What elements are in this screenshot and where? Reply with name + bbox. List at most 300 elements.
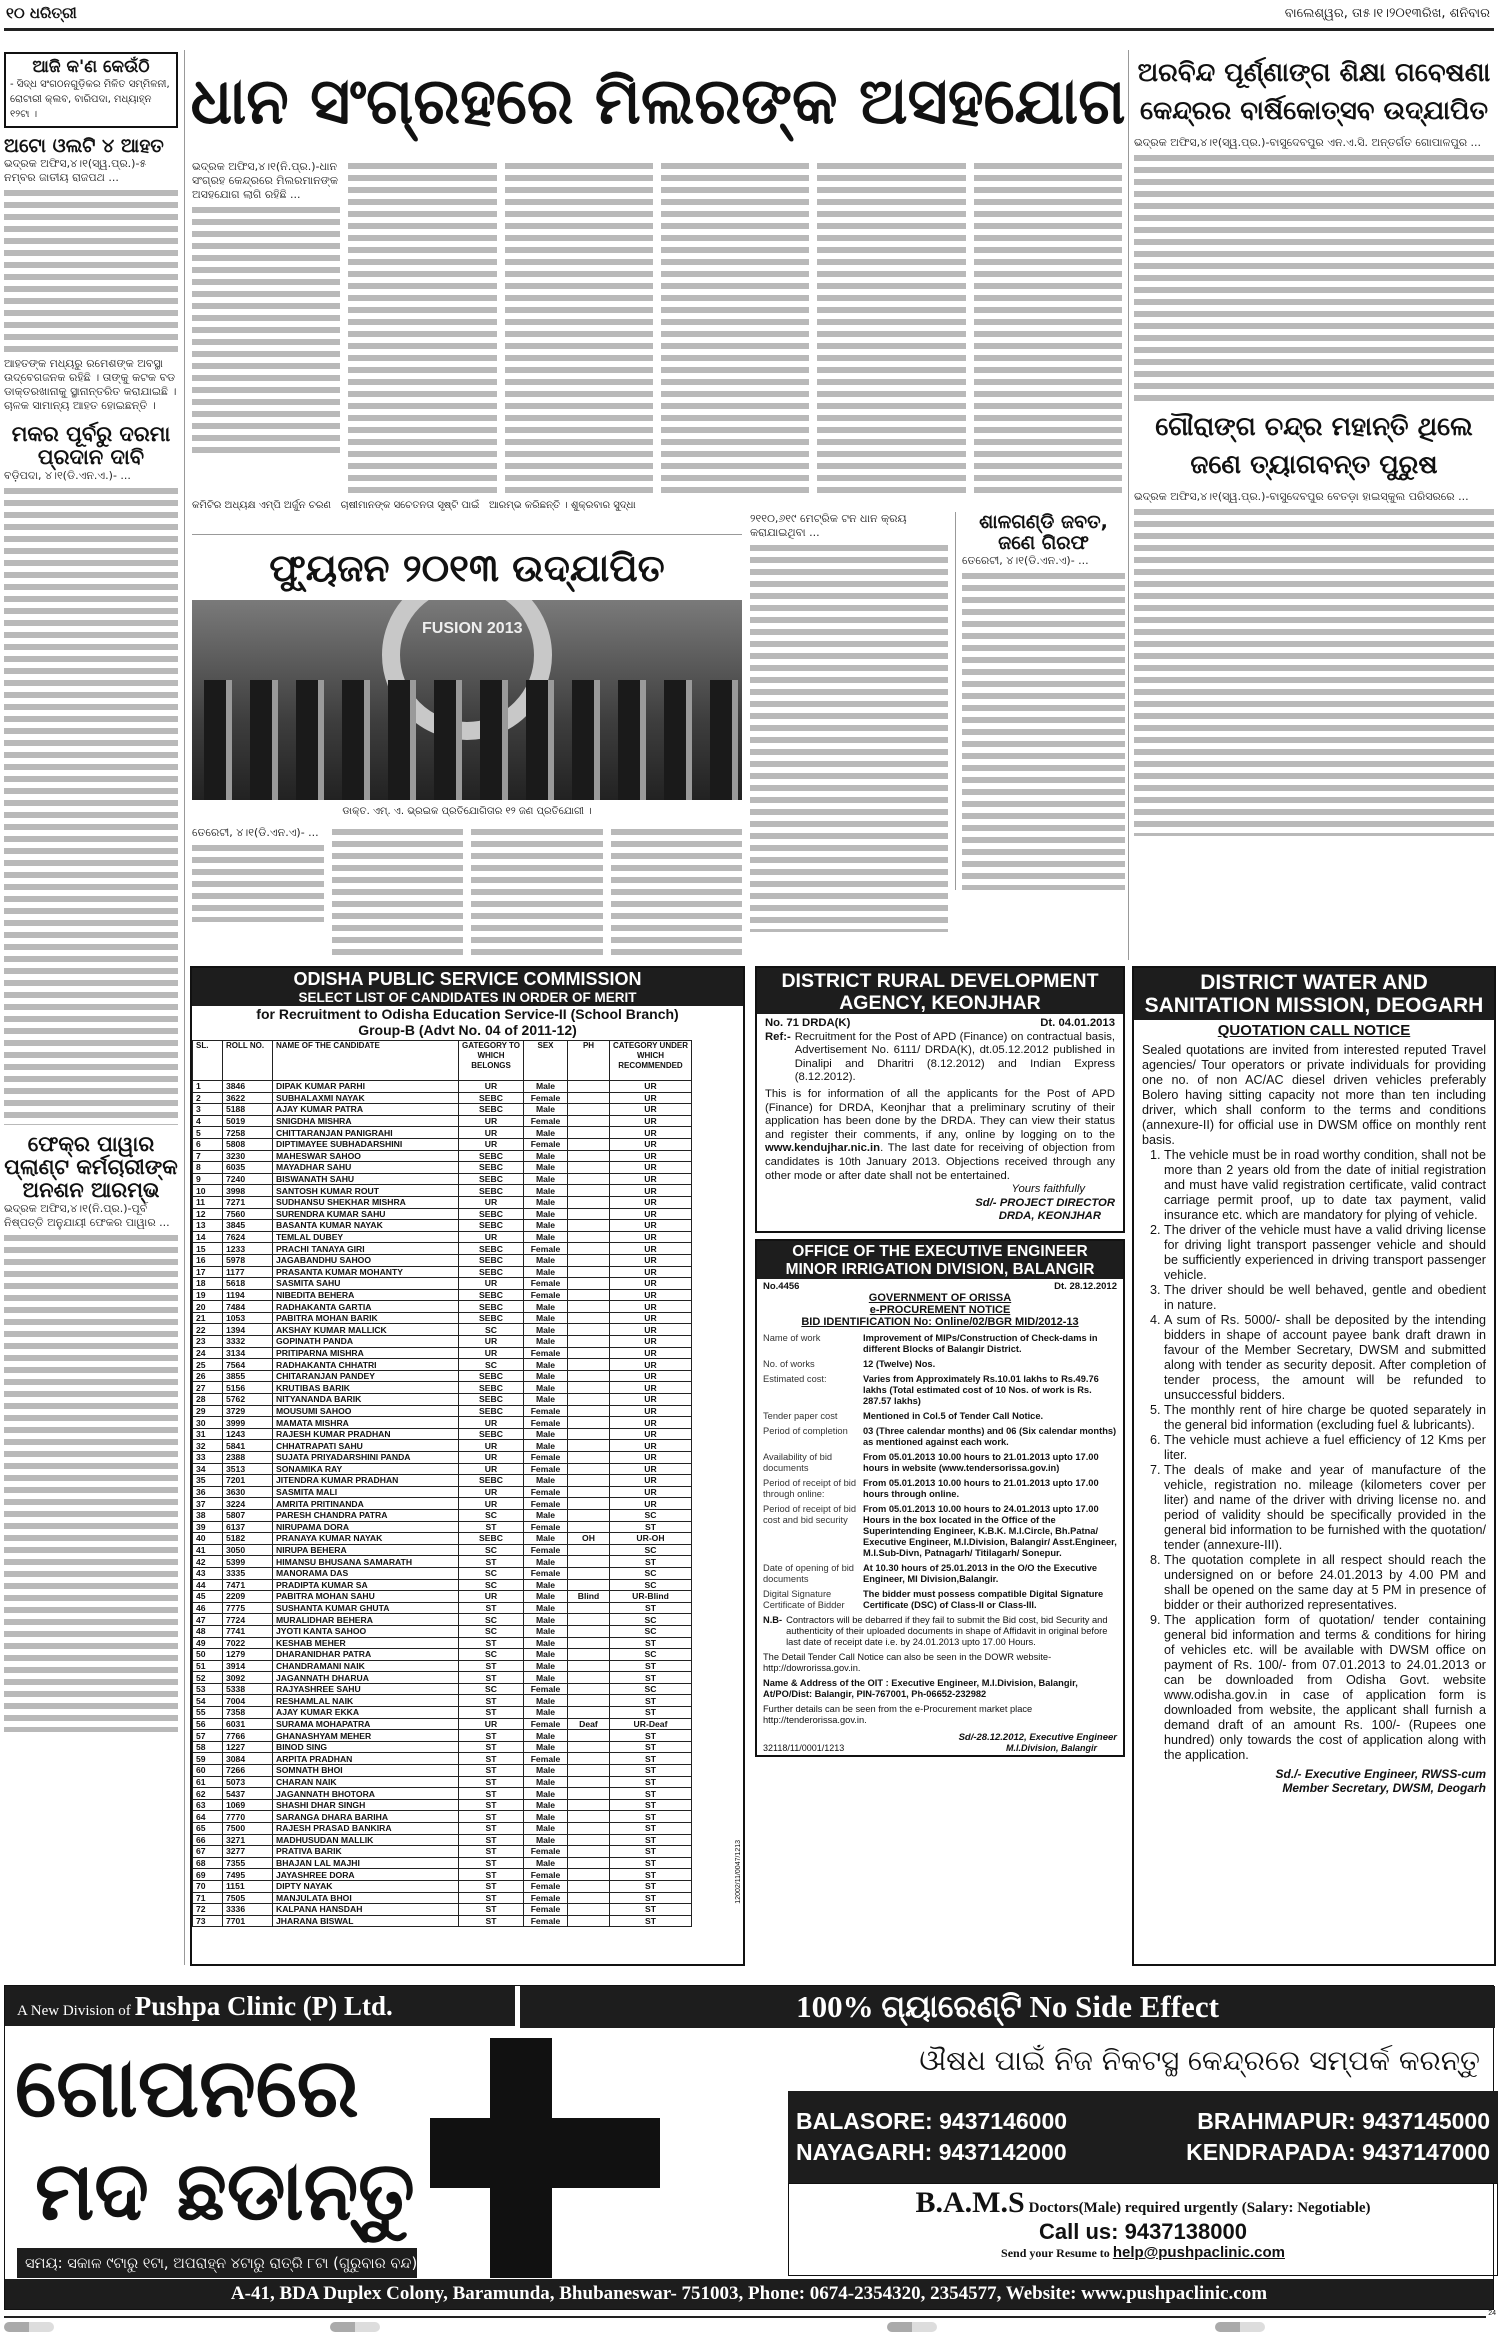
roll-cell: 5762: [223, 1394, 273, 1406]
recommended-cell: ST: [610, 1741, 692, 1753]
category-cell: SEBC: [459, 1312, 524, 1324]
sl-cell: 17: [193, 1266, 223, 1278]
ph-cell: Blind: [568, 1591, 610, 1603]
ph-cell: [568, 1521, 610, 1533]
sex-cell: Female: [524, 1405, 568, 1417]
condition-item: 1. The vehicle must be in road worthy condition, shall not be more than 2 years old from the date of initial registration and must have valid registration certificate, valid contract carriage permit proof, up to date tax payment, valid insurance etc. which are mandatory for plying of vehicle.: [1164, 1148, 1486, 1223]
ph-cell: [568, 1359, 610, 1371]
sl-cell: 39: [193, 1521, 223, 1533]
fusion-photo: [192, 600, 742, 800]
table-row: [193, 1405, 743, 1417]
roll-cell: 3630: [223, 1486, 273, 1498]
fusion-caption-wrap: [192, 806, 742, 817]
category-cell: ST: [459, 1765, 524, 1777]
recommended-cell: UR: [610, 1324, 692, 1336]
signatory: Sd/- PROJECT DIRECTOR: [975, 1196, 1115, 1209]
gouranga-headline: ଗୌରାଙ୍ଗ ଚନ୍ଦ୍ର ମହାନ୍ତି ଥିଲେ ଜଣେ ତ୍ୟାଗବନ୍ତ ପୁରୁଷ: [1155, 412, 1473, 480]
drda-title-line1: DISTRICT RURAL DEVELOPMENT: [781, 970, 1099, 992]
name-cell: MANORAMA DAS: [273, 1567, 459, 1579]
recommended-cell: UR: [610, 1417, 692, 1429]
roll-cell: 3914: [223, 1660, 273, 1672]
category-cell: UR: [459, 1498, 524, 1510]
ph-cell: [568, 1475, 610, 1487]
sex-cell: Male: [524, 1579, 568, 1591]
sex-cell: Female: [524, 1243, 568, 1255]
roll-cell: 3230: [223, 1150, 273, 1162]
category-cell: ST: [459, 1915, 524, 1927]
roll-cell: 5978: [223, 1254, 273, 1266]
divider: [192, 534, 742, 535]
name-cell: SURAMA MOHAPATRA: [273, 1718, 459, 1730]
ph-cell: [568, 1788, 610, 1800]
table-row: [193, 1278, 743, 1290]
recommended-cell: SC: [610, 1544, 692, 1556]
sex-cell: Male: [524, 1336, 568, 1348]
name-cell: RESHAMLAL NAIK: [273, 1695, 459, 1707]
name-cell: PABITRA MOHAN SAHU: [273, 1591, 459, 1603]
bams-title: B.A.M.S: [915, 2186, 1025, 2219]
fusion-article-body: [192, 826, 742, 956]
name-cell: KALPANA HANSDAH: [273, 1904, 459, 1916]
ph-cell: [568, 1857, 610, 1869]
recommended-cell: UR: [610, 1243, 692, 1255]
roll-cell: 7775: [223, 1602, 273, 1614]
table-row: [193, 1312, 743, 1324]
recommended-cell: UR: [610, 1220, 692, 1232]
table-row: [193, 1846, 743, 1858]
ph-cell: [568, 1231, 610, 1243]
category-cell: UR: [459, 1463, 524, 1475]
recommended-cell: ST: [610, 1556, 692, 1568]
table-row: [193, 1533, 743, 1545]
sl-cell: 8: [193, 1162, 223, 1174]
table-row: [193, 1092, 743, 1104]
name-cell: PRATIVA BARIK: [273, 1846, 459, 1858]
name-cell: BINOD SING: [273, 1741, 459, 1753]
table-row: [193, 1428, 743, 1440]
scroll-handle[interactable]: [330, 2322, 380, 2332]
roll-cell: 1053: [223, 1312, 273, 1324]
sex-cell: Male: [524, 1081, 568, 1093]
category-cell: SEBC: [459, 1428, 524, 1440]
category-cell: SEBC: [459, 1289, 524, 1301]
sl-cell: 19: [193, 1289, 223, 1301]
table-row: [193, 1799, 743, 1811]
minor-irrigation-notice: [755, 1239, 1125, 1757]
roll-cell: 1243: [223, 1428, 273, 1440]
article-auto-accident: [4, 136, 178, 415]
text-column: [1134, 152, 1494, 402]
table-row: [193, 1440, 743, 1452]
tender-detail-row: [763, 1426, 1117, 1448]
sex-cell: Male: [524, 1104, 568, 1116]
sex-cell: Male: [524, 1509, 568, 1521]
tender-detail-row: [763, 1589, 1117, 1611]
name-cell: MAHESWAR SAHOO: [273, 1150, 459, 1162]
sex-cell: Male: [524, 1428, 568, 1440]
recommended-cell: ST: [610, 1637, 692, 1649]
roll-cell: 7004: [223, 1695, 273, 1707]
roll-cell: 3335: [223, 1567, 273, 1579]
ad-big-line2-wrap: [35, 2142, 415, 2242]
sex-cell: Female: [524, 1347, 568, 1359]
sl-cell: 53: [193, 1683, 223, 1695]
name-cell: PRITIPARNA MISHRA: [273, 1347, 459, 1359]
sl-cell: 33: [193, 1452, 223, 1464]
ph-cell: [568, 1312, 610, 1324]
recommended-cell: UR: [610, 1428, 692, 1440]
name-cell: PABITRA MOHAN BARIK: [273, 1312, 459, 1324]
roll-cell: 7471: [223, 1579, 273, 1591]
category-cell: SC: [459, 1579, 524, 1591]
roll-cell: 3999: [223, 1417, 273, 1429]
sl-cell: 46: [193, 1602, 223, 1614]
sex-cell: Male: [524, 1811, 568, 1823]
roll-cell: 1279: [223, 1649, 273, 1661]
category-cell: ST: [459, 1672, 524, 1684]
mi-title-line1: OFFICE OF THE EXECUTIVE ENGINEER: [792, 1242, 1088, 1260]
roll-cell: 7500: [223, 1823, 273, 1835]
article-lead: ଭଦ୍ରକ ଅଫିସ,୪।୧(ନି.ପ୍ର.)-ଧାନ ସଂଗ୍ରହ କେନ୍ଦ୍ରରେ ମିଲରମାନଙ୍କ ଅସହଯୋଗ ଲାଗି ରହିଛି ...: [192, 160, 338, 201]
bams-recruitment: [788, 2183, 1498, 2276]
ph-cell: [568, 1428, 610, 1440]
sex-cell: Female: [524, 1544, 568, 1556]
sex-cell: Female: [524, 1718, 568, 1730]
category-cell: SC: [459, 1649, 524, 1661]
category-cell: SC: [459, 1324, 524, 1336]
ph-cell: [568, 1162, 610, 1174]
recommended-cell: UR: [610, 1498, 692, 1510]
roll-cell: 5156: [223, 1382, 273, 1394]
ph-cell: [568, 1196, 610, 1208]
category-cell: SEBC: [459, 1475, 524, 1487]
category-cell: SEBC: [459, 1533, 524, 1545]
drda-url-link[interactable]: www.kendujhar.nic.in: [765, 1142, 881, 1155]
name-cell: PRANAYA KUMAR NAYAK: [273, 1533, 459, 1545]
sl-cell: 72: [193, 1904, 223, 1916]
guarantee-banner: 100% ଗ୍ୟାରେଣ୍ଟି No Side Effect: [796, 1989, 1219, 2024]
ph-cell: [568, 1834, 610, 1846]
name-cell: PARESH CHANDRA PATRA: [273, 1509, 459, 1521]
name-cell: SUBHALAXMI NAYAK: [273, 1092, 459, 1104]
roll-cell: 5618: [223, 1278, 273, 1290]
main-article-last-line: କମିଟିର ଅଧ୍ୟକ୍ଷ ଏମ୍‌ପି ଅର୍ଜୁନ ଚରଣ ଚାଷୀମାନଙ୍କ ସଚେତନତା ସୃଷ୍ଟି ପାଇଁ ଆରମ୍ଭ କରିଛନ୍ତି । ଶୁକ୍ରବାର ସୁଦ୍ଧା: [192, 500, 636, 511]
roll-cell: 7358: [223, 1707, 273, 1719]
sex-cell: Male: [524, 1475, 568, 1487]
article-lead: ୨୧୧୦,୬୧୯ ମେଟ୍ରିକ ଟନ ଧାନ କ୍ରୟ କରାଯାଇଥିବା ...: [750, 512, 907, 539]
ph-cell: [568, 1405, 610, 1417]
detail-value: Improvement of MIPs/Construction of Check-dams in different Blocks of Balangir District.: [863, 1333, 1098, 1355]
roll-cell: 7266: [223, 1765, 273, 1777]
sex-cell: Female: [524, 1521, 568, 1533]
roll-cell: 3050: [223, 1544, 273, 1556]
name-cell: RAJESH PRASAD BANKIRA: [273, 1823, 459, 1835]
ph-cell: [568, 1498, 610, 1510]
recommended-cell: UR: [610, 1336, 692, 1348]
column-divider: [184, 50, 185, 1965]
category-cell: SC: [459, 1359, 524, 1371]
table-row: [193, 1788, 743, 1800]
name-cell: SARANGA DHARA BARIHA: [273, 1811, 459, 1823]
name-cell: SUDHANSU SHEKHAR MISHRA: [273, 1196, 459, 1208]
sex-cell: Male: [524, 1231, 568, 1243]
recommended-cell: ST: [610, 1660, 692, 1672]
text-column: [661, 160, 809, 494]
ref-label: Ref:-: [765, 1030, 791, 1043]
category-cell: ST: [459, 1730, 524, 1742]
category-cell: UR: [459, 1347, 524, 1359]
sl-cell: 68: [193, 1857, 223, 1869]
category-cell: SEBC: [459, 1208, 524, 1220]
fusion-caption: ଡାକ୍ତ. ଏମ୍‌. ଏ. ଭ୍ରଇକ ପ୍ରତିଯୋଗିତାର ୧୨ ଜଣ ପ୍ରତିଯୋଗୀ ।: [342, 806, 592, 817]
sl-cell: 32: [193, 1440, 223, 1452]
drda-body-end: . The last date for receiving of objection from candidates is 10th January 2013. Objections received through any other mode or after date shall not be entertained.: [765, 1142, 1115, 1182]
contact-centre-line-wrap: [675, 2036, 1490, 2086]
table-row: [193, 1880, 743, 1892]
pushpa-clinic-ad: [4, 1985, 1494, 2310]
category-cell: SEBC: [459, 1301, 524, 1313]
sl-cell: 48: [193, 1625, 223, 1637]
ph-cell: [568, 1254, 610, 1266]
ph-cell: [568, 1452, 610, 1464]
roll-cell: 1194: [223, 1289, 273, 1301]
sex-cell: Female: [524, 1753, 568, 1765]
roll-cell: 7240: [223, 1173, 273, 1185]
name-cell: DHARANIDHAR PATRA: [273, 1649, 459, 1661]
sex-cell: Male: [524, 1150, 568, 1162]
column-header: PH: [568, 1041, 610, 1081]
category-cell: ST: [459, 1741, 524, 1753]
fusion-headline: ଫ୍ୟୁଜନ ୨୦୧୩ ଉଦ୍‌ଯାପିତ: [269, 546, 665, 590]
category-cell: UR: [459, 1718, 524, 1730]
roll-cell: 1177: [223, 1266, 273, 1278]
category-cell: ST: [459, 1753, 524, 1765]
mi-number: No.4456: [763, 1280, 800, 1292]
ph-cell: [568, 1741, 610, 1753]
sex-cell: Male: [524, 1776, 568, 1788]
article-body: [4, 485, 178, 1125]
sl-cell: 55: [193, 1707, 223, 1719]
category-cell: SEBC: [459, 1220, 524, 1232]
sl-cell: 43: [193, 1567, 223, 1579]
ph-cell: [568, 1683, 610, 1695]
recommended-cell: SC: [610, 1614, 692, 1626]
category-cell: UR: [459, 1591, 524, 1603]
ph-cell: [568, 1567, 610, 1579]
tender-detail-row: [763, 1411, 1117, 1422]
dateline: ବାଲେଶ୍ୱର, ତା୫।୧।୨୦୧୩ରିଖ, ଶନିବାର: [1284, 6, 1490, 21]
ph-cell: [568, 1301, 610, 1313]
table-row: [193, 1904, 743, 1916]
sl-cell: 52: [193, 1672, 223, 1684]
todays-events-box: [4, 52, 178, 128]
sl-cell: 60: [193, 1765, 223, 1777]
category-cell: ST: [459, 1846, 524, 1858]
recommended-cell: UR: [610, 1150, 692, 1162]
scroll-handle[interactable]: [4, 2322, 54, 2332]
roll-cell: 5019: [223, 1115, 273, 1127]
sex-cell: Female: [524, 1115, 568, 1127]
ph-cell: [568, 1625, 610, 1637]
category-cell: ST: [459, 1799, 524, 1811]
name-cell: NIBEDITA BEHERA: [273, 1289, 459, 1301]
ad-code: 32118/11/0001/1213: [763, 1743, 845, 1754]
category-cell: SEBC: [459, 1394, 524, 1406]
category-cell: SEBC: [459, 1185, 524, 1197]
roll-cell: 3845: [223, 1220, 273, 1232]
main-article-body: [192, 160, 1122, 494]
detail-value: 03 (Three calendar months) and 06 (Six calendar months) as mentioned against each work.: [863, 1426, 1117, 1448]
name-cell: MANJULATA BHOI: [273, 1892, 459, 1904]
recommended-cell: ST: [610, 1707, 692, 1719]
sex-cell: Male: [524, 1324, 568, 1336]
table-row: [193, 1382, 743, 1394]
sex-cell: Female: [524, 1567, 568, 1579]
ph-cell: Deaf: [568, 1718, 610, 1730]
category-cell: ST: [459, 1660, 524, 1672]
recommended-cell: UR: [610, 1162, 692, 1174]
right-column: [1134, 54, 1494, 836]
mi-gov: GOVERNMENT OF ORISSA: [868, 1291, 1012, 1304]
ph-cell: [568, 1081, 610, 1093]
ph-cell: [568, 1138, 610, 1150]
ph-cell: [568, 1243, 610, 1255]
name-cell: GOPINATH PANDA: [273, 1336, 459, 1348]
middle-article-body: [750, 512, 948, 932]
recommended-cell: SC: [610, 1625, 692, 1637]
ph-cell: [568, 1127, 610, 1139]
name-cell: DIPTIMAYEE SUBHADARSHINI: [273, 1138, 459, 1150]
sex-cell: Male: [524, 1220, 568, 1232]
main-headline: ଧାନ ସଂଗ୍ରହରେ ମିଲରଙ୍କ ଅସହଯୋଗ: [190, 65, 1125, 139]
sex-cell: Female: [524, 1880, 568, 1892]
article-salwood-seized: [955, 512, 1125, 890]
sl-cell: 62: [193, 1788, 223, 1800]
table-row: [193, 1324, 743, 1336]
roll-cell: 2388: [223, 1452, 273, 1464]
category-cell: ST: [459, 1695, 524, 1707]
mi-date: Dt. 28.12.2012: [1054, 1280, 1117, 1292]
tender-detail-row: [763, 1563, 1117, 1585]
name-cell: HIMANSU BHUSANA SAMARATH: [273, 1556, 459, 1568]
table-row: [193, 1081, 743, 1093]
opsc-title: ODISHA PUBLIC SERVICE COMMISSION: [192, 968, 743, 990]
table-row: [193, 1173, 743, 1185]
ph-cell: [568, 1463, 610, 1475]
sex-cell: Male: [524, 1857, 568, 1869]
name-cell: SHASHI DHAR SINGH: [273, 1799, 459, 1811]
centre-phone-list: [788, 2091, 1498, 2183]
ph-cell: [568, 1104, 610, 1116]
sex-cell: Male: [524, 1533, 568, 1545]
condition-item: 4. A sum of Rs. 5000/- shall be deposited by the intending bidders in shape of account payee bank draft drawn in favour of the Member Secretary, DWSM and submitted along with tender as security deposit. After completion of tender process, the amount will be refunded to unsuccessful bidders.: [1164, 1313, 1486, 1403]
box-title: ଆଜି କ'ଣ କେଉଁଠି: [32, 57, 150, 77]
category-cell: SC: [459, 1683, 524, 1695]
sex-cell: Male: [524, 1301, 568, 1313]
ad-big-line2: ମଦ ଛଡାନ୍ତୁ: [35, 2144, 415, 2239]
category-cell: UR: [459, 1115, 524, 1127]
ph-cell: [568, 1672, 610, 1684]
roll-cell: 5399: [223, 1556, 273, 1568]
sl-cell: 64: [193, 1811, 223, 1823]
roll-cell: 6137: [223, 1521, 273, 1533]
contact-centre-line: ଔଷଧ ପାଇଁ ନିଜ ନିକଟସ୍ଥ କେନ୍ଦ୍ରରେ ସମ୍ପର୍କ କରନ୍ତୁ: [919, 2044, 1480, 2077]
recommended-cell: ST: [610, 1602, 692, 1614]
text-column: [1134, 506, 1494, 836]
name-cell: MAMATA MISHRA: [273, 1417, 459, 1429]
condition-item: 5. The monthly rent of hire charge be quoted separately in the general bid information (excluding fuel & lubricants).: [1164, 1403, 1486, 1433]
recommended-cell: ST: [610, 1892, 692, 1904]
category-cell: SEBC: [459, 1162, 524, 1174]
opsc-select-list: [190, 966, 745, 1966]
recommended-cell: ST: [610, 1788, 692, 1800]
name-cell: JHARANA BISWAL: [273, 1915, 459, 1927]
drda-title-line2: AGENCY, KEONJHAR: [839, 992, 1041, 1014]
notices-column: [755, 966, 1125, 1757]
table-row: [193, 1370, 743, 1382]
name-cell: GHANASHYAM MEHER: [273, 1730, 459, 1742]
ph-cell: [568, 1880, 610, 1892]
name-cell: NIRUPAMA DORA: [273, 1521, 459, 1533]
table-row: [193, 1567, 743, 1579]
roll-cell: 7505: [223, 1892, 273, 1904]
centre-kendrapada: KENDRAPADA: 9437147000: [1186, 2139, 1490, 2165]
roll-cell: 3092: [223, 1672, 273, 1684]
scroll-handle[interactable]: [1215, 2322, 1265, 2332]
sl-cell: 37: [193, 1498, 223, 1510]
recommended-cell: UR: [610, 1452, 692, 1464]
recommended-cell: UR: [610, 1312, 692, 1324]
column-header: SL.: [193, 1041, 223, 1081]
table-row: [193, 1602, 743, 1614]
text-column: [611, 826, 743, 956]
ph-cell: [568, 1753, 610, 1765]
detail-label: Date of opening of bid documents: [763, 1563, 854, 1585]
sl-cell: 50: [193, 1649, 223, 1661]
sl-cell: 25: [193, 1359, 223, 1371]
sl-cell: 7: [193, 1150, 223, 1162]
ph-cell: [568, 1220, 610, 1232]
sex-cell: Male: [524, 1788, 568, 1800]
roll-cell: 1227: [223, 1741, 273, 1753]
recommended-cell: SC: [610, 1649, 692, 1661]
table-row: [193, 1892, 743, 1904]
division-prefix: A New Division of: [17, 2003, 131, 2019]
sex-cell: Female: [524, 1915, 568, 1927]
scroll-handle[interactable]: [887, 2322, 937, 2332]
category-cell: UR: [459, 1081, 524, 1093]
name-cell: MOUSUMI SAHOO: [273, 1405, 459, 1417]
roll-cell: 5808: [223, 1138, 273, 1150]
sl-cell: 29: [193, 1405, 223, 1417]
sl-cell: 71: [193, 1892, 223, 1904]
sex-cell: Male: [524, 1637, 568, 1649]
roll-cell: 5338: [223, 1683, 273, 1695]
roll-cell: 5437: [223, 1788, 273, 1800]
category-cell: SEBC: [459, 1382, 524, 1394]
detail-value: Varies from Approximately Rs.10.01 lakhs to Rs.49.76 lakhs (Total estimated cost of 10 Nos. of work is Rs. 287.57 lakhs): [863, 1374, 1099, 1407]
candidate-table: [192, 1040, 743, 1927]
roll-cell: 5841: [223, 1440, 273, 1452]
table-row: [193, 1741, 743, 1753]
roll-cell: 1151: [223, 1880, 273, 1892]
category-cell: ST: [459, 1834, 524, 1846]
recommended-cell: SC: [610, 1579, 692, 1591]
ad-big-line1: ଗୋପନରେ: [15, 2041, 359, 2136]
sl-cell: 10: [193, 1185, 223, 1197]
recommended-cell: UR: [610, 1278, 692, 1290]
resume-email-link[interactable]: help@pushpaclinic.com: [1112, 2244, 1285, 2261]
